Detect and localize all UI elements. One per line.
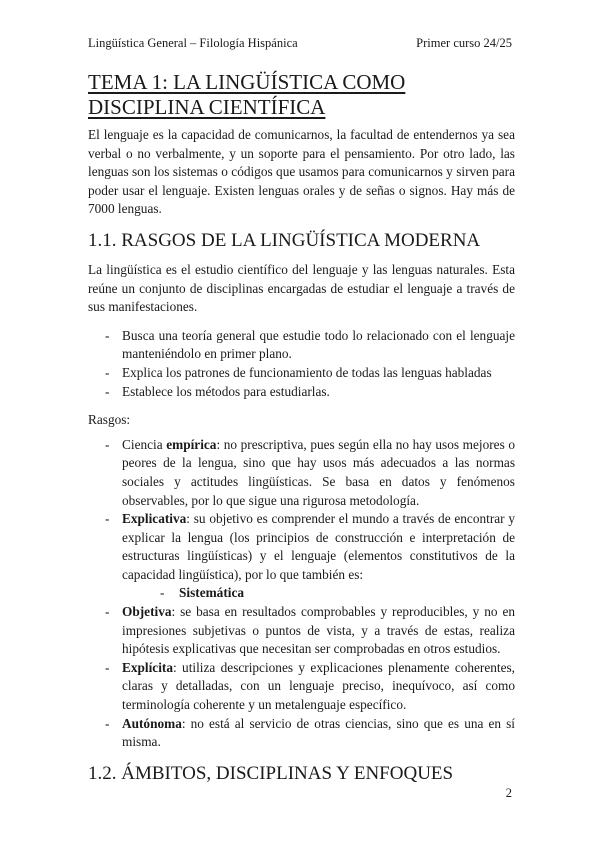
rasgo-item-autonoma <box>88 715 515 752</box>
rasgo-item-empirica <box>88 436 515 510</box>
rasgo-text: : no prescriptiva, pues según ella no hay usos mejores o peores de la lengua, sino que hay usos más adecuados a las normas sociales y actitudes lingüísticas. Se basa en datos y fenómenos observables, por lo que sigue una rigurosa metodología. <box>122 436 515 508</box>
list-item: - Explica los patrones de funcionamiento de todas las lenguas habladas <box>88 364 515 383</box>
rasgo-item-explicativa <box>88 510 515 603</box>
rasgo-subitem: - Sistemática <box>122 584 515 603</box>
rasgo-text: : su objetivo es comprender el mundo a través de encontrar y explicar la lengua (los principios de construcción e interpretación de estructuras lingüísticas) y el lenguaje (elementos constitutivos de la capacidad lingüística), por lo que también es: <box>122 511 515 582</box>
rasgo-term: Explícita <box>122 659 173 675</box>
section-2-heading: 1.2. ÁMBITOS, DISCIPLINAS Y ENFOQUES <box>88 762 454 784</box>
rasgos-label: Rasgos: <box>88 412 131 428</box>
intro-paragraph: El lenguaje es la capacidad de comunicarnos, la facultad de entendernos ya sea verbal o no verbalmente, y un soporte para el pensamiento. Por otro lado, las lenguas son los sistemas o códigos que usamos para comunicarnos y sirven para poder usar el lenguaje. Existen lenguas orales y de señas o signos. Hay más de 7000 lenguas. <box>88 127 515 217</box>
rasgo-term: empírica <box>166 436 217 452</box>
rasgo-term: Objetiva <box>122 604 172 620</box>
page-content <box>88 70 515 794</box>
rasgo-term: Explicativa <box>122 511 187 527</box>
running-header <box>88 36 512 51</box>
rasgo-item-explicita <box>88 659 515 715</box>
rasgo-sublist <box>122 584 515 603</box>
rasgos-list <box>88 436 515 752</box>
header-academic-year: Primer curso 24/25 <box>416 36 512 50</box>
chapter-title: TEMA 1: LA LINGÜÍSTICA COMO DISCIPLINA CIENTÍFICA <box>88 70 406 119</box>
header-course-title: Lingüística General – Filología Hispánica <box>88 36 298 50</box>
rasgo-prefix: Ciencia <box>122 436 167 452</box>
rasgo-text: : se basa en resultados comprobables y reproducibles, y no en impresiones subjetivas o puntos de vista, y a través de estas, realiza hipótesis explicativas que necesitan ser comprobadas en otros estudios. <box>122 604 515 657</box>
rasgo-item-objetiva <box>88 603 515 659</box>
list-item: - Establece los métodos para estudiarlas. <box>88 383 515 402</box>
rasgo-term: Autónoma <box>122 715 182 731</box>
section-1-heading: 1.1. RASGOS DE LA LINGÜÍSTICA MODERNA <box>88 229 481 251</box>
page-number: 2 <box>505 786 512 800</box>
section-1-paragraph: La lingüística es el estudio científico del lenguaje y las lenguas naturales. Esta reúne un conjunto de disciplinas encargadas de estudiar el lenguaje a través de sus manifestaciones. <box>88 261 515 315</box>
section-1-bullet-list <box>88 327 515 401</box>
list-item: - Busca una teoría general que estudie todo lo relacionado con el lenguaje manteniéndolo en primer plano. <box>88 327 515 364</box>
rasgo-text: : utiliza descripciones y explicaciones plenamente coherentes, claras y detalladas, con un lenguaje preciso, inequívoco, así como terminología coherente y un metalenguaje específico. <box>122 659 515 713</box>
rasgo-text: : no está al servicio de otras ciencias, sino que es una en sí misma. <box>122 715 515 750</box>
